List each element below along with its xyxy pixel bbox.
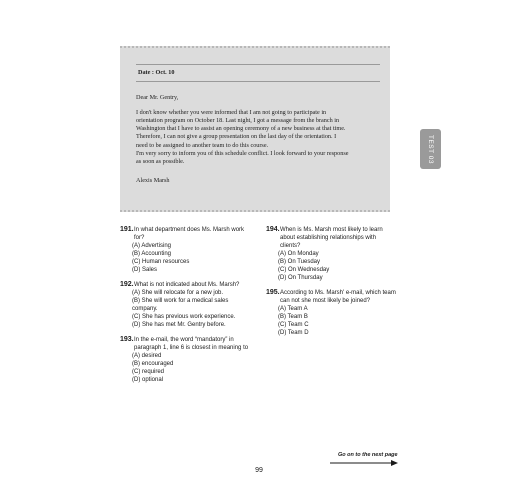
answer-option: (B) Team B	[278, 314, 308, 320]
answer-option: (A) Team A	[278, 306, 308, 312]
answer-option: (D) Sales	[132, 267, 158, 273]
email-date: Date : Oct. 10	[138, 69, 175, 76]
question-number: 194.	[266, 226, 280, 233]
answer-option: (D) She has met Mr. Gentry before.	[132, 322, 226, 328]
email-signature: Alexis Marsh	[136, 176, 170, 184]
question-number: 195.	[266, 289, 280, 296]
test-section-label: TEST 03	[427, 134, 434, 164]
answer-option: (A) Advertising	[132, 243, 172, 249]
right-arrow-icon	[330, 459, 398, 467]
question-text: In what department does Ms. Marsh work for?	[134, 227, 245, 241]
email-passage	[120, 46, 390, 212]
email-body-line: I don't know whether you were informed that I am not going to participate in	[136, 108, 327, 116]
questions-right-column	[266, 226, 398, 344]
question-193	[120, 336, 252, 384]
question-195	[266, 289, 398, 337]
answer-option: (D) optional	[132, 377, 164, 383]
email-body-line: orientation program on October 18. Last night, I got a message from the branch in	[136, 116, 340, 124]
question-text: According to Ms. Marsh' e-mail, which team can not she most likely be joined?	[280, 290, 396, 304]
answer-option: (C) She has previous work experience.	[132, 314, 236, 320]
question-194	[266, 226, 398, 282]
email-body-line: need to be assigned to another team to do this course.	[136, 141, 269, 149]
question-text: When is Ms. Marsh most likely to learn about establishing relationships with clients?	[280, 227, 383, 249]
question-number: 191.	[120, 226, 134, 233]
question-number: 193.	[120, 336, 134, 343]
email-body-line: Washington that I have to assist an opening ceremony of a new business at that time.	[136, 125, 346, 133]
question-191	[120, 226, 252, 274]
answer-option: (B) Accounting	[132, 251, 172, 257]
question-number: 192.	[120, 281, 134, 288]
answer-option: (B) She will work for a medical sales company.	[132, 298, 229, 312]
email-body-line: as soon as possible.	[136, 158, 185, 166]
answer-option: (A) On Monday	[278, 251, 319, 257]
page-number: 99	[255, 467, 263, 474]
answer-option: (C) Human resources	[132, 259, 190, 265]
answer-option: (C) required	[132, 369, 165, 375]
email-body-line: I'm very sorry to inform you of this schedule conflict. I look forward to your response	[136, 150, 349, 158]
answer-option: (A) desired	[132, 353, 162, 359]
next-page-label: Go on to the next page	[338, 452, 398, 458]
email-greeting: Dear Mr. Gentry,	[136, 94, 179, 102]
questions-left-column	[120, 226, 252, 391]
question-text: What is not indicated about Ms. Marsh?	[134, 282, 240, 288]
answer-option: (A) She will relocate for a new job.	[132, 290, 224, 296]
answer-option: (C) Team C	[278, 322, 309, 328]
email-body	[136, 109, 380, 167]
answer-option: (D) Team D	[278, 330, 309, 336]
email-body-line: Therefore, I can not give a group presentation on the last day of the orientation. I	[136, 133, 337, 141]
question-text: In the e-mail, the word “mandatory” in paragraph 1, line 6 is closest in meaning to	[134, 337, 249, 351]
email-date-rule	[136, 81, 380, 82]
answer-option: (B) On Tuesday	[278, 259, 321, 265]
answer-option: (B) encouraged	[132, 361, 174, 367]
question-192	[120, 281, 252, 329]
answer-option: (C) On Wednesday	[278, 267, 330, 273]
answer-option: (D) On Thursday	[278, 275, 323, 281]
test-section-tab	[420, 129, 441, 169]
